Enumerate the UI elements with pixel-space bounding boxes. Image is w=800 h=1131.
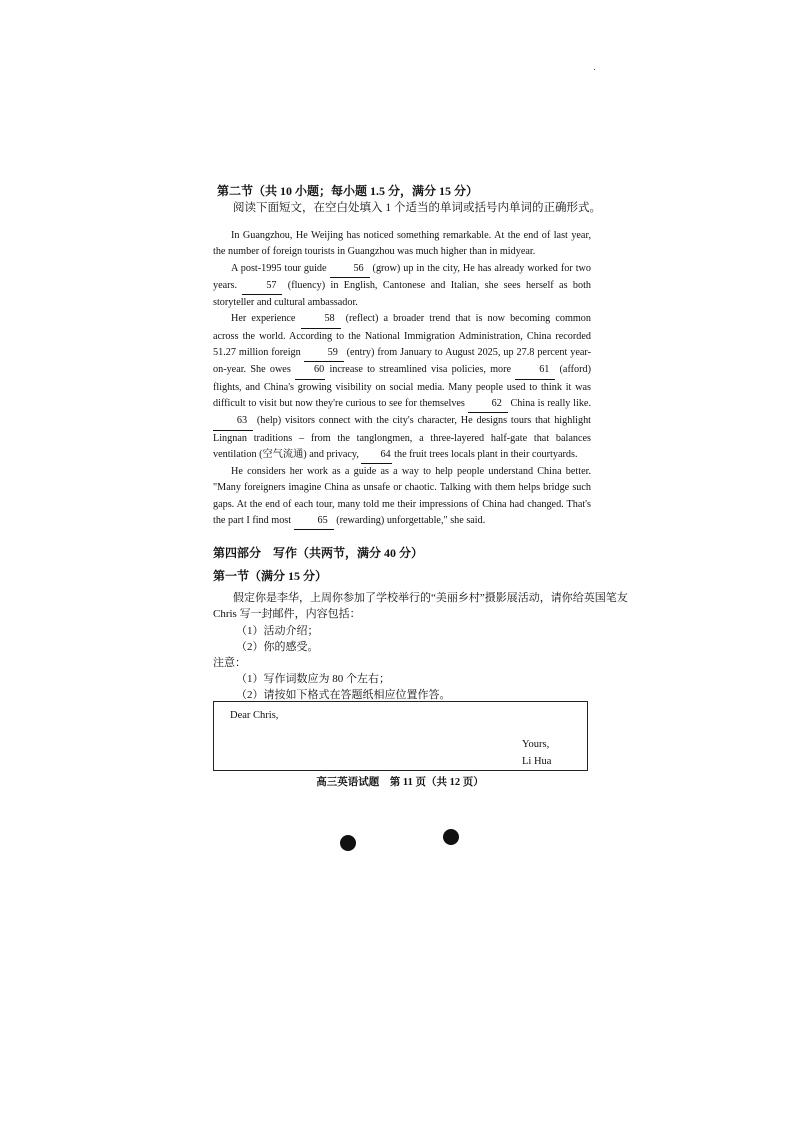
punch-hole-left [340,835,356,851]
scan-speck [594,69,595,70]
blank-65[interactable]: 65 [294,513,334,530]
punch-hole-right [443,829,459,845]
writing-prompt-line-1: 假定你是李华，上周你参加了学校举行的“美丽乡村”摄影展活动，请你给英国笔友 [233,592,628,604]
blank-61[interactable]: 61 [515,362,555,379]
blank-59[interactable]: 59 [304,345,344,362]
note-item-2: （2）请按如下格式在答题纸相应位置作答。 [236,689,451,701]
blank-57[interactable]: 57 [242,278,282,295]
blank-62[interactable]: 62 [468,396,508,413]
part-4-heading: 第四部分 写作（共两节，满分 40 分） [213,546,424,560]
prompt-item-1: （1）活动介绍； [236,625,319,637]
prompt-item-2: （2）你的感受。 [236,641,319,653]
passage-paragraph: He considers her work as a guide as a way to help people understand China better. "Many foreigners imagine China as unsafe or chaotic. Talking with them helps bridge such gaps. At the end of each tour, many told me their impressions of China had changed. That's the part I find most 65 (rewarding) unforgettable," she said. [213,464,591,530]
note-item-1: （1）写作词数应为 80 个左右； [236,673,390,685]
passage-paragraph: A post-1995 tour guide 56 (grow) up in the city, He has already worked for two years. 57 (fluency) in English, Cantonese and Italian, she sees herself as both storyteller and cultural ambassador. [213,262,592,309]
notes-label: 注意： [213,657,246,669]
blank-63[interactable]: 63 [213,413,253,430]
passage-paragraph: In Guangzhou, He Weijing has noticed something remarkable. At the end of last year, the number of foreign tourists in Guangzhou was much higher than in midyear. [213,230,591,258]
section-2-instruction: 阅读下面短文，在空白处填入 1 个适当的单词或括号内单词的正确形式。 [233,202,601,214]
passage-paragraph: Her experience 58 (reflect) a broader trend that is now becoming common across the world. According to the National Immigration Administration, China recorded 51.27 million foreign 59 (entry) from January to August 2025, up 27.8 percent year-on-year. She owes 60 increase to streamlined visa policies, more 61 (afford) flights, and China's growing visibility on social media. Many people used to think it was difficult to visit but now they're curious to see for themselves 62 China is really like. 63 (help) visitors connect with the city's character, He designs tours that highlight Lingnan traditions – from the tanglongmen, a three-layered half-gate that balances ventilation (空气流通) and privacy, 64 the fruit trees locals plant in their courtyards. [213,311,591,464]
blank-60[interactable]: 60 [295,362,325,379]
letter-format-box [213,701,588,771]
letter-greeting: Dear Chris, [230,710,279,721]
writing-section-1-heading: 第一节（满分 15 分） [213,569,328,583]
letter-signature: Li Hua [522,756,552,767]
reading-passage [213,228,591,530]
page-footer: 高三英语试题 第 11 页（共 12 页） [316,777,484,788]
blank-56[interactable]: 56 [330,261,370,278]
writing-prompt-line-2: Chris 写一封邮件，内容包括： [213,608,361,620]
section-2-heading: 第二节（共 10 小题；每小题 1.5 分，满分 15 分） [217,184,479,198]
blank-58[interactable]: 58 [301,311,341,328]
blank-64[interactable]: 64 [361,447,391,464]
letter-closing: Yours, [522,739,550,750]
